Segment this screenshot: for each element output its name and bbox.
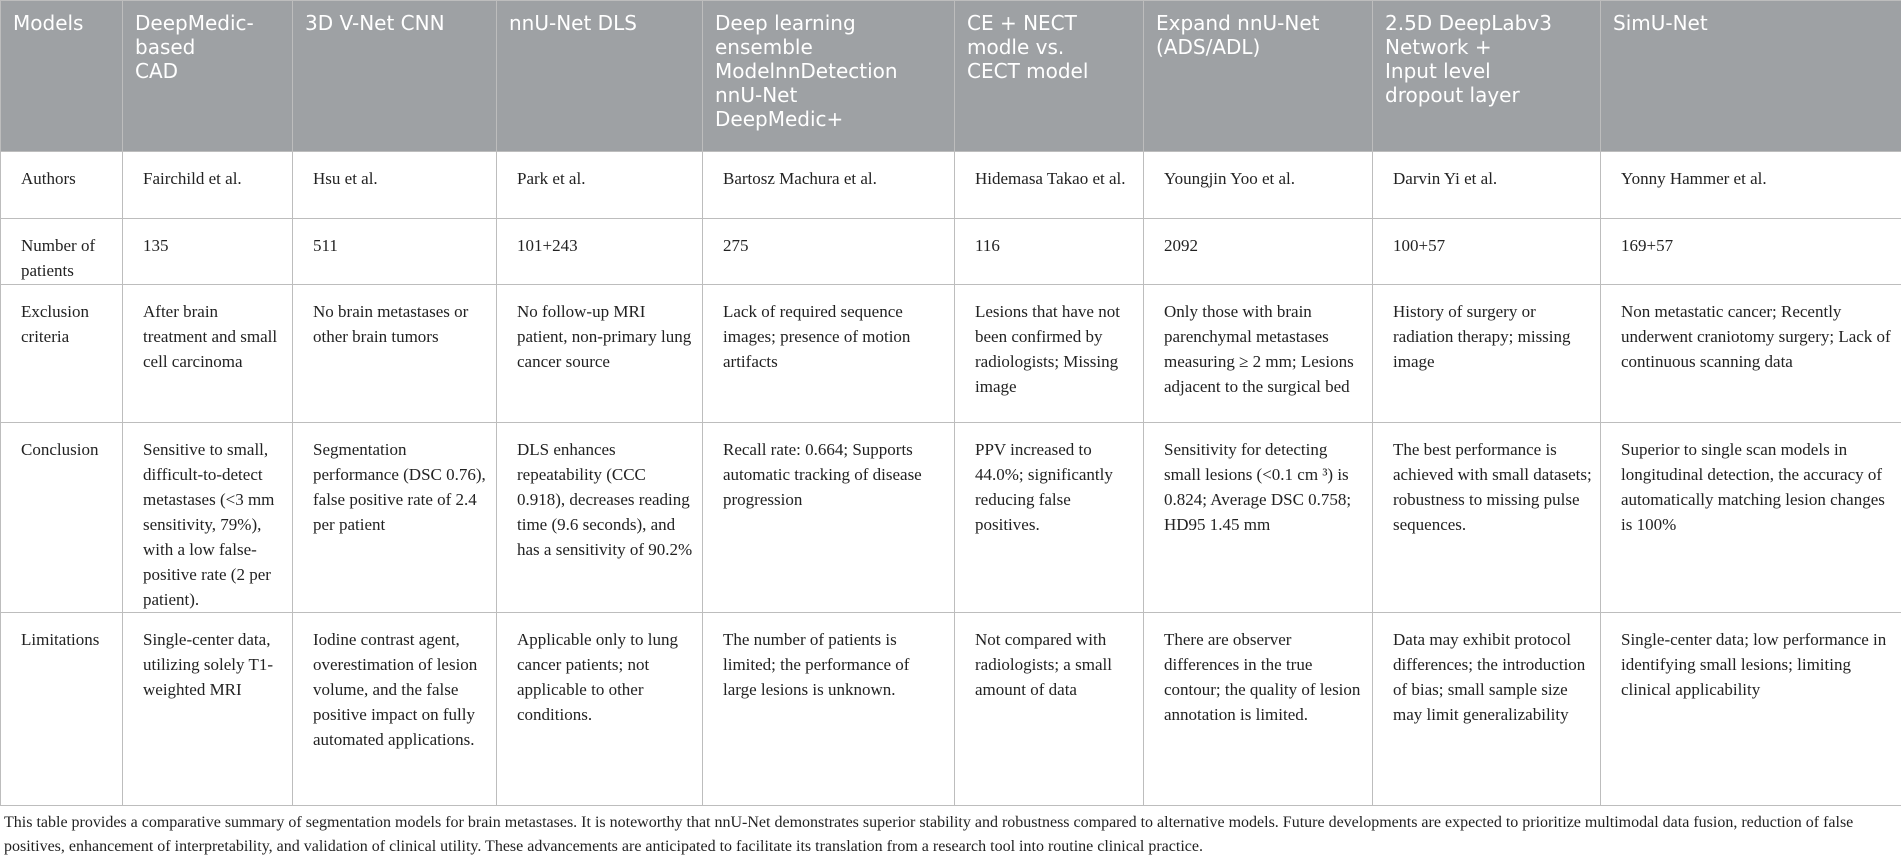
table-cell: 116	[955, 219, 1144, 285]
table-cell: Only those with brain parenchymal metastases measuring ≥ 2 mm; Lesions adjacent to the surgical bed	[1144, 285, 1373, 423]
table-cell: There are observer differences in the true contour; the quality of lesion annotation is limited.	[1144, 613, 1373, 806]
header-ce-nect-model: CE + NECT modle vs. CECT model	[955, 1, 1144, 152]
table-row-conclusion	[1, 423, 1901, 613]
table-cell: Lack of required sequence images; presence of motion artifacts	[703, 285, 955, 423]
row-label-number-of-patients: Number of patients	[1, 219, 123, 285]
header-row	[1, 1, 1901, 152]
table-cell: Segmentation performance (DSC 0.76), false positive rate of 2.4 per patient	[293, 423, 497, 613]
table-row-number-of-patients	[1, 219, 1901, 285]
table-cell: Yonny Hammer et al.	[1601, 152, 1901, 219]
table-cell: No brain metastases or other brain tumors	[293, 285, 497, 423]
table-cell: Hsu et al.	[293, 152, 497, 219]
table-cell: Lesions that have not been confirmed by radiologists; Missing image	[955, 285, 1144, 423]
table-cell: Data may exhibit protocol differences; the introduction of bias; small sample size may limit generalizability	[1373, 613, 1601, 806]
header-models: Models	[1, 1, 123, 152]
row-label-authors: Authors	[1, 152, 123, 219]
table-footnote: This table provides a comparative summary of segmentation models for brain metastases. It is noteworthy that nnU-Net demonstrates superior stability and robustness compared to alternative models. Future developments are expected to prioritize multimodal data fusion, reduction of false positives, enhancement of interpretability, and validation of clinical utility. These advancements are anticipated to facilitate its translation from a research tool into routine clinical practice.	[0, 806, 1899, 859]
table-cell: PPV increased to 44.0%; significantly reducing false positives.	[955, 423, 1144, 613]
table-cell: Sensitivity for detecting small lesions (<0.1 cm ³) is 0.824; Average DSC 0.758; HD95 1.45 mm	[1144, 423, 1373, 613]
table-cell: 101+243	[497, 219, 703, 285]
header-3d-vnet-cnn: 3D V-Net CNN	[293, 1, 497, 152]
table-cell: DLS enhances repeatability (CCC 0.918), decreases reading time (9.6 seconds), and has a sensitivity of 90.2%	[497, 423, 703, 613]
table-cell: History of surgery or radiation therapy; missing image	[1373, 285, 1601, 423]
table-cell: 135	[123, 219, 293, 285]
table-cell: Single-center data; low performance in identifying small lesions; limiting clinical applicability	[1601, 613, 1901, 806]
table-cell: Darvin Yi et al.	[1373, 152, 1601, 219]
row-label-conclusion: Conclusion	[1, 423, 123, 613]
table-cell: Applicable only to lung cancer patients; not applicable to other conditions.	[497, 613, 703, 806]
table-cell: 100+57	[1373, 219, 1601, 285]
table-cell: Iodine contrast agent, overestimation of lesion volume, and the false positive impact on fully automated applications.	[293, 613, 497, 806]
table-row-limitations	[1, 613, 1901, 806]
table-cell: Hidemasa Takao et al.	[955, 152, 1144, 219]
table-cell: Recall rate: 0.664; Supports automatic tracking of disease progression	[703, 423, 955, 613]
header-simunet: SimU-Net	[1601, 1, 1901, 152]
table-cell: The number of patients is limited; the performance of large lesions is unknown.	[703, 613, 955, 806]
row-label-limitations: Limitations	[1, 613, 123, 806]
table-cell: No follow-up MRI patient, non-primary lung cancer source	[497, 285, 703, 423]
table-cell: Fairchild et al.	[123, 152, 293, 219]
table-cell: The best performance is achieved with small datasets; robustness to missing pulse sequences.	[1373, 423, 1601, 613]
table-cell: Bartosz Machura et al.	[703, 152, 955, 219]
table-cell: Sensitive to small, difficult-to-detect metastases (<3 mm sensitivity, 79%), with a low false-positive rate (2 per patient).	[123, 423, 293, 613]
header-expand-nnunet: Expand nnU-Net (ADS/ADL)	[1144, 1, 1373, 152]
table-cell: Park et al.	[497, 152, 703, 219]
table-cell: Non metastatic cancer; Recently underwent craniotomy surgery; Lack of continuous scanning data	[1601, 285, 1901, 423]
header-nnunet-dls: nnU-Net DLS	[497, 1, 703, 152]
table-cell: Not compared with radiologists; a small amount of data	[955, 613, 1144, 806]
header-deepmedic-cad: DeepMedic- based CAD	[123, 1, 293, 152]
table-cell: 169+57	[1601, 219, 1901, 285]
table-row-exclusion-criteria	[1, 285, 1901, 423]
table-row-authors	[1, 152, 1901, 219]
row-label-exclusion-criteria: Exclusion criteria	[1, 285, 123, 423]
table-cell: 2092	[1144, 219, 1373, 285]
table-cell: Youngjin Yoo et al.	[1144, 152, 1373, 219]
table-cell: Single-center data, utilizing solely T1-weighted MRI	[123, 613, 293, 806]
table-cell: Superior to single scan models in longitudinal detection, the accuracy of automatically matching lesion changes is 100%	[1601, 423, 1901, 613]
table-cell: 511	[293, 219, 497, 285]
table-cell: After brain treatment and small cell carcinoma	[123, 285, 293, 423]
table-cell: 275	[703, 219, 955, 285]
header-deeplabv3-network: 2.5D DeepLabv3 Network + Input level dropout layer	[1373, 1, 1601, 152]
header-deep-learning-ensemble: Deep learning ensemble ModelnnDetection nnU-Net DeepMedic+	[703, 1, 955, 152]
